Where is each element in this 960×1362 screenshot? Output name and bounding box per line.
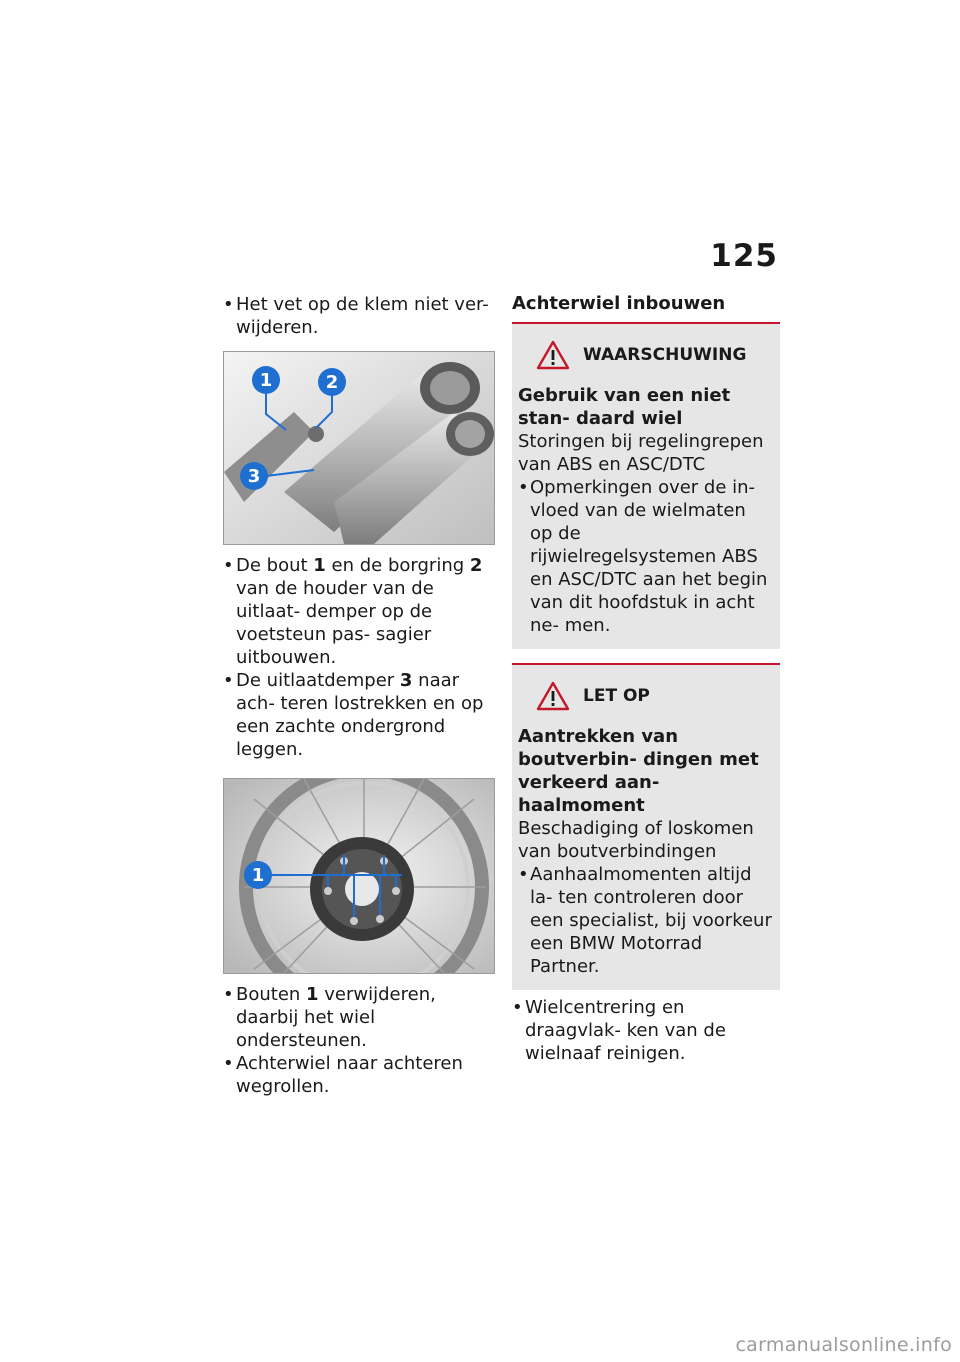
bullet-dot: • [223,670,234,691]
warning-triangle-icon [536,340,570,370]
bullet-dot: • [223,984,234,1005]
bullet-dot: • [518,477,529,498]
step-text: Het vet op de klem niet ver- wijderen. [236,294,489,338]
bullet-dot: • [223,1053,234,1074]
warning-item-text: Opmerkingen over de in- vloed van de wielmaten op de rijwielregelsystemen ABS en ASC/DTC aan het begin van dit hoofdstuk in acht ne- men. [530,477,768,636]
step-text-post: verwijderen, daarbij het wiel ondersteunen. [236,984,436,1051]
ref-bold: 3 [399,670,413,691]
callout-1: 1 [251,865,265,886]
notice-gap [512,649,780,663]
exhaust-photo [223,351,495,545]
step-text-pre: Bouten [236,984,307,1005]
right-column [512,293,780,1065]
bullet-dot: • [223,555,234,576]
caution-text: Beschadiging of loskomen van boutverbindingen [518,818,754,862]
step-text-post: naar ach- teren lostrekken en op een zachte ondergrond leggen. [236,670,484,760]
caution-lead: Aantrekken van boutverbin- dingen met verkeerd aan- haalmoment [518,726,759,816]
warning-text: Storingen bij regelingrepen van ABS en ASC/DTC [518,431,764,475]
bullet-dot: • [223,294,234,315]
step-text-pre: De uitlaatdemper [236,670,400,691]
warning-lead: Gebruik van een niet stan- daard wiel [518,385,731,429]
wheel-hub-photo [223,778,495,974]
step-text: Wielcentrering en draagvlak- ken van de wielnaaf reinigen. [525,997,726,1064]
caution-item [518,863,772,978]
page-number: 125 [710,238,778,274]
warning-box [512,324,780,649]
step-text-mid: en de borgring [325,555,470,576]
step-remove-bolt [223,554,495,669]
warning-title-row [536,340,772,370]
step-remove-grease [223,293,495,339]
step-pull-silencer [223,669,495,761]
footer-watermark: carmanualsonline.info [735,1334,952,1356]
caution-box [512,665,780,990]
step-text-pre: De bout [236,555,314,576]
callout-3: 3 [247,466,261,487]
ref-bold: 1 [306,984,319,1005]
callout-2: 2 [325,372,339,393]
section-heading: Achterwiel inbouwen [512,293,726,314]
bullet-dot: • [518,864,529,885]
caution-title: LET OP [583,685,650,706]
callout-1: 1 [259,370,273,391]
warning-title: WAARSCHUWING [583,344,747,365]
warning-item [518,476,772,637]
bullet-dot: • [512,997,523,1018]
step-roll-wheel [223,1052,495,1098]
caution-item-text: Aanhaalmomenten altijd la- ten controleren door een specialist, bij voorkeur een BMW Motorrad Partner. [530,864,772,977]
caution-triangle-icon [536,681,570,711]
ref-bold: 2 [469,555,483,576]
step-clean-hub [512,996,780,1065]
step-text-post: van de houder van de uitlaat- demper op de voetsteun pas- sagier uitbouwen. [236,578,434,668]
step-text: Achterwiel naar achteren wegrollen. [236,1053,463,1097]
left-column [223,293,495,1098]
caution-title-row [536,681,772,711]
ref-bold: 1 [313,555,326,576]
step-remove-bolts [223,983,495,1052]
